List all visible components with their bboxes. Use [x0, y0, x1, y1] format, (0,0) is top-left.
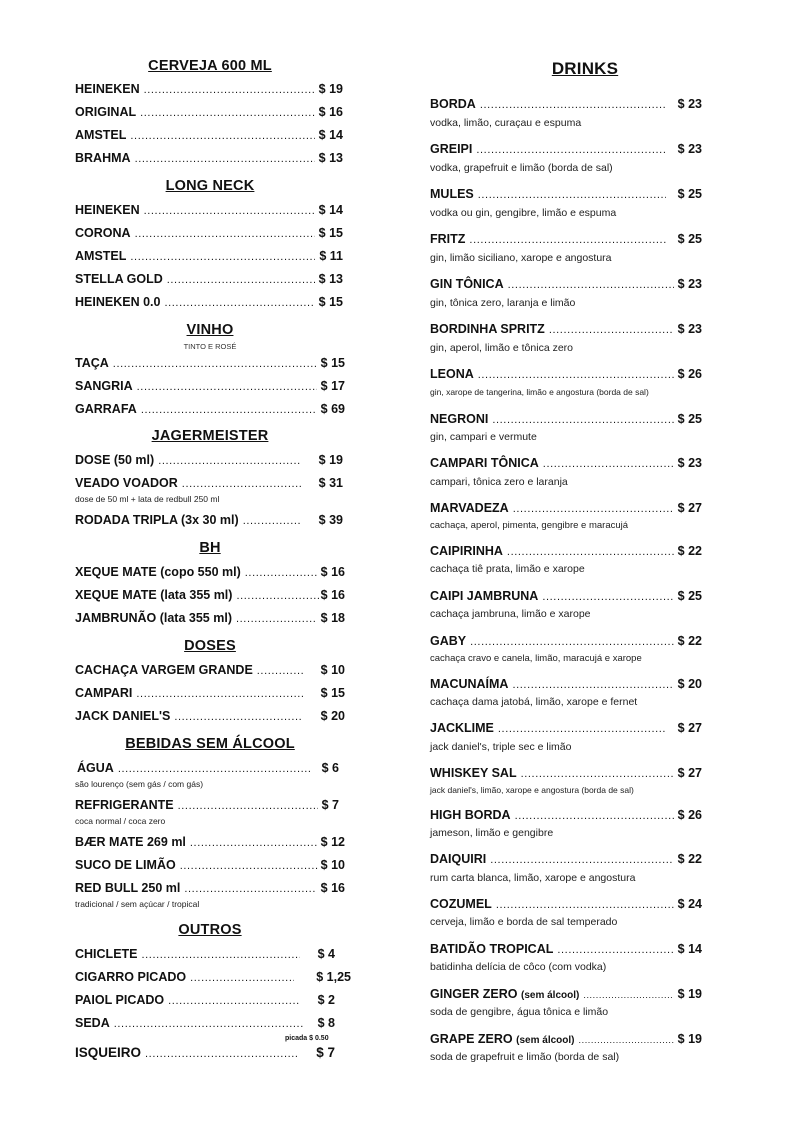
item-name: CAMPARI TÔNICA	[430, 456, 539, 470]
item-price: $ 25	[677, 187, 702, 201]
menu-item	[430, 634, 702, 648]
item-price: $ 20	[677, 677, 702, 691]
menu-item	[75, 686, 345, 700]
section-title-cerveja: CERVEJA 600 ML	[148, 58, 272, 74]
item-price: $ 23	[677, 456, 702, 470]
item-price: $ 14	[318, 203, 343, 217]
item-name: COZUMEL	[430, 897, 492, 911]
item-name: BORDA	[430, 97, 476, 111]
item-price: $ 12	[320, 835, 345, 849]
item-price: $ 10	[320, 858, 345, 872]
menu-item	[75, 105, 343, 119]
item-description: jameson, limão e gengibre	[430, 827, 554, 839]
dot-leader	[542, 591, 673, 603]
dot-leader	[583, 990, 673, 1000]
item-name	[430, 987, 579, 1001]
item-description: campari, tônica zero e laranja	[430, 476, 568, 488]
dot-leader	[135, 228, 315, 240]
item-name-main: GINGER ZERO	[430, 987, 518, 1001]
dot-leader	[496, 899, 674, 911]
item-price: $ 14	[677, 942, 702, 956]
item-name: LEONA	[430, 367, 474, 381]
item-price: $ 7	[321, 798, 339, 812]
item-name: RED BULL 250 ml	[75, 881, 181, 895]
item-price: $ 4	[317, 947, 335, 961]
item-name: DOSE (50 ml)	[75, 453, 155, 467]
item-price: $ 23	[677, 142, 702, 156]
section-title-jagermeister: JAGERMEISTER	[151, 428, 269, 444]
item-name-suffix: (sem álcool)	[516, 1035, 575, 1046]
dot-leader	[579, 1035, 674, 1045]
menu-item	[430, 142, 702, 156]
item-name: MULES	[430, 187, 474, 201]
menu-item	[75, 476, 343, 490]
item-price: $ 15	[320, 686, 345, 700]
dot-leader	[182, 478, 301, 490]
menu-item	[430, 187, 702, 201]
dot-leader	[180, 860, 319, 872]
menu-item	[75, 128, 343, 142]
dot-leader	[174, 711, 302, 723]
dot-leader	[158, 455, 300, 467]
item-price: $ 1,25	[316, 970, 351, 984]
item-description: cachaça, aperol, pimenta, gengibre e maracujá	[430, 520, 629, 531]
dot-leader	[236, 590, 320, 602]
item-price: $ 14	[318, 128, 343, 142]
item-price: $ 25	[677, 412, 702, 426]
item-price: $ 23	[677, 277, 702, 291]
dot-leader	[476, 144, 665, 156]
item-name: GARRAFA	[75, 402, 137, 416]
menu-item	[430, 322, 702, 336]
item-price: $ 69	[320, 402, 345, 416]
item-description: gin, campari e vermute	[430, 431, 537, 443]
menu-item	[75, 709, 345, 723]
item-price: $ 19	[677, 1032, 702, 1046]
item-note: picada $ 0.50	[285, 1035, 329, 1042]
item-name: BRAHMA	[75, 151, 131, 165]
item-price: $ 17	[320, 379, 345, 393]
item-description: rum carta blanca, limão, xarope e angostura	[430, 872, 636, 884]
dot-leader	[136, 688, 302, 700]
item-name: GIN TÔNICA	[430, 277, 504, 291]
item-price: $ 16	[320, 565, 345, 579]
item-price: $ 22	[677, 634, 702, 648]
section-title-outros: OUTROS	[178, 922, 242, 938]
menu-item	[75, 970, 351, 984]
item-name: SUCO DE LIMÃO	[75, 858, 176, 872]
item-name-suffix: (sem álcool)	[521, 990, 580, 1001]
dot-leader	[512, 679, 673, 691]
item-description: são lourenço (sem gás / com gás)	[75, 779, 204, 789]
menu-item	[75, 453, 343, 467]
item-name: HEINEKEN 0.0	[75, 295, 161, 309]
item-name: BORDINHA SPRITZ	[430, 322, 545, 336]
menu-item	[75, 611, 345, 625]
dot-leader	[498, 723, 666, 735]
menu-item	[430, 766, 702, 780]
dot-leader	[549, 324, 674, 336]
dot-leader	[184, 883, 316, 895]
item-name: BÆR MATE 269 ml	[75, 835, 186, 849]
menu-item	[75, 151, 343, 165]
item-price: $ 22	[677, 852, 702, 866]
item-name: PAIOL PICADO	[75, 993, 165, 1007]
item-price: $ 13	[318, 151, 343, 165]
section-title-doses: DOSES	[184, 638, 236, 654]
item-price: $ 27	[677, 766, 702, 780]
item-name: GABY	[430, 634, 467, 648]
menu-item	[75, 82, 343, 96]
menu-item	[75, 226, 343, 240]
item-price: $ 23	[677, 322, 702, 336]
menu-item	[430, 97, 702, 111]
item-price: $ 8	[317, 1016, 335, 1030]
item-description: soda de gengibre, água tônica e limão	[430, 1006, 609, 1018]
menu-item	[430, 808, 702, 822]
menu-item	[75, 1045, 335, 1060]
menu-item	[430, 544, 702, 558]
item-price: $ 15	[318, 226, 343, 240]
dot-leader	[144, 84, 315, 96]
menu-item	[75, 947, 335, 961]
item-name: ORIGINAL	[75, 105, 137, 119]
item-name: CACHAÇA VARGEM GRANDE	[75, 663, 253, 677]
dot-leader	[490, 854, 673, 866]
item-price: $ 19	[677, 987, 702, 1001]
item-price: $ 23	[677, 97, 702, 111]
item-name: BATIDÃO TROPICAL	[430, 942, 554, 956]
item-price: $ 15	[320, 356, 345, 370]
item-description: cachaça cravo e canela, limão, maracujá e xarope	[430, 653, 642, 664]
menu-item	[75, 356, 345, 370]
item-description: batidinha delícia de côco (com vodka)	[430, 961, 607, 973]
item-name: CAIPIRINHA	[430, 544, 503, 558]
dot-leader	[480, 99, 666, 111]
item-name: JACKLIME	[430, 721, 494, 735]
item-name: CIGARRO PICADO	[75, 970, 187, 984]
item-description: gin, xarope de tangerina, limão e angostura (borda de sal)	[430, 387, 649, 397]
item-name: SANGRIA	[75, 379, 133, 393]
menu-item	[430, 677, 702, 691]
menu-item	[75, 798, 339, 812]
menu-item	[75, 379, 345, 393]
item-name: REFRIGERANTE	[75, 798, 174, 812]
item-name: GREIPI	[430, 142, 473, 156]
menu-item	[430, 277, 702, 291]
item-name: DAIQUIRI	[430, 852, 487, 866]
menu-item	[430, 412, 702, 426]
section-subtitle-vinho: TINTO E ROSÉ	[183, 342, 237, 351]
dot-leader	[521, 768, 674, 780]
menu-item	[75, 295, 343, 309]
item-name: AMSTEL	[75, 249, 127, 263]
item-description: gin, aperol, limão e tônica zero	[430, 342, 573, 354]
dot-leader	[113, 358, 317, 370]
menu-item	[75, 993, 335, 1007]
item-name: FRITZ	[430, 232, 466, 246]
item-price: $ 24	[677, 897, 702, 911]
item-price: $ 11	[319, 249, 343, 263]
item-name: SEDA	[75, 1016, 110, 1030]
item-price: $ 7	[316, 1045, 335, 1060]
item-name: CORONA	[75, 226, 131, 240]
item-price: $ 16	[320, 588, 345, 602]
item-price: $ 6	[321, 761, 339, 775]
menu-item	[430, 942, 702, 956]
menu-item	[430, 852, 702, 866]
item-description: cachaça dama jatobá, limão, xarope e fernet	[430, 696, 638, 708]
item-price: $ 20	[320, 709, 345, 723]
item-description: vodka ou gin, gengibre, limão e espuma	[430, 207, 617, 219]
menu-item	[430, 456, 702, 470]
item-name: XEQUE MATE (lata 355 ml)	[75, 588, 233, 602]
dot-leader	[515, 810, 674, 822]
dot-leader	[137, 381, 317, 393]
menu-item	[430, 589, 702, 603]
item-price: $ 2	[317, 993, 335, 1007]
item-description: vodka, limão, curaçau e espuma	[430, 117, 582, 129]
dot-leader	[130, 251, 315, 263]
dot-leader	[142, 949, 300, 961]
item-name: TAÇA	[75, 356, 109, 370]
item-name: AMSTEL	[75, 128, 127, 142]
dot-leader	[168, 995, 299, 1007]
item-price: $ 26	[677, 808, 702, 822]
dot-leader	[543, 458, 674, 470]
menu-item	[430, 1032, 702, 1046]
item-price: $ 16	[320, 881, 345, 895]
item-name: CAMPARI	[75, 686, 133, 700]
menu-item	[75, 402, 345, 416]
menu-item	[430, 501, 702, 515]
item-price: $ 39	[318, 513, 343, 527]
menu-item	[75, 588, 345, 602]
item-price: $ 16	[318, 105, 343, 119]
item-description: gin, tônica zero, laranja e limão	[430, 297, 576, 309]
dot-leader	[141, 404, 317, 416]
dot-leader	[508, 279, 674, 291]
item-description: dose de 50 ml + lata de redbull 250 ml	[75, 494, 220, 504]
item-description: cerveja, limão e borda de sal temperado	[430, 916, 618, 928]
item-name	[430, 1032, 575, 1046]
item-description: jack daniel's, limão, xarope e angostura (borda de sal)	[430, 785, 634, 795]
item-name: HEINEKEN	[75, 203, 140, 217]
dot-leader	[478, 189, 666, 201]
item-description: cachaça tiê prata, limão e xarope	[430, 563, 585, 575]
dot-leader	[130, 130, 314, 142]
dot-leader	[145, 1048, 298, 1060]
item-name: MACUNAÍMA	[430, 677, 509, 691]
section-title-drinks: DRINKS	[551, 59, 619, 78]
dot-leader	[257, 665, 303, 677]
item-name: JAMBRUNÃO (lata 355 ml)	[75, 611, 232, 625]
dot-leader	[507, 546, 674, 558]
dot-leader	[118, 763, 310, 775]
menu-item	[430, 987, 702, 1001]
item-price: $ 19	[318, 453, 343, 467]
item-description: soda de grapefruit e limão (borda de sal)	[430, 1051, 620, 1063]
menu-item	[430, 897, 702, 911]
item-description: vodka, grapefruit e limão (borda de sal)	[430, 162, 613, 174]
item-name: HIGH BORDA	[430, 808, 511, 822]
dot-leader	[236, 613, 317, 625]
dot-leader	[164, 297, 314, 309]
menu-item	[75, 272, 343, 286]
item-name: JACK DANIEL'S	[75, 709, 171, 723]
item-price: $ 31	[318, 476, 343, 490]
dot-leader	[557, 944, 673, 956]
item-name: VEADO VOADOR	[75, 476, 178, 490]
section-title-vinho: VINHO	[186, 322, 234, 338]
menu-item	[430, 232, 702, 246]
section-title-sem-alcool: BEBIDAS SEM ÁLCOOL	[125, 736, 295, 752]
dot-leader	[245, 567, 317, 579]
dot-leader	[144, 205, 315, 217]
dot-leader	[190, 972, 294, 984]
dot-leader	[140, 107, 315, 119]
item-name: XEQUE MATE (copo 550 ml)	[75, 565, 241, 579]
item-description: tradicional / sem açúcar / tropical	[75, 899, 200, 909]
dot-leader	[190, 837, 317, 849]
section-title-bh: BH	[199, 540, 221, 556]
item-price: $ 18	[320, 611, 345, 625]
item-description: cachaça jambruna, limão e xarope	[430, 608, 591, 620]
item-price: $ 26	[677, 367, 702, 381]
item-name: NEGRONI	[430, 412, 489, 426]
item-price: $ 27	[677, 721, 702, 735]
menu-item	[77, 761, 339, 775]
item-description: gin, limão siciliano, xarope e angostura	[430, 252, 612, 264]
item-description: coca normal / coca zero	[75, 816, 166, 826]
menu-item	[75, 663, 345, 677]
dot-leader	[470, 636, 674, 648]
item-price: $ 15	[318, 295, 343, 309]
menu-item	[430, 721, 702, 735]
menu-item	[75, 1016, 335, 1030]
item-name: ÁGUA	[77, 761, 114, 775]
item-price: $ 19	[318, 82, 343, 96]
dot-leader	[469, 234, 665, 246]
menu-item	[75, 565, 345, 579]
dot-leader	[178, 800, 318, 812]
dot-leader	[114, 1018, 304, 1030]
item-description: jack daniel's, triple sec e limão	[430, 741, 572, 753]
dot-leader	[243, 515, 301, 527]
item-name: WHISKEY SAL	[430, 766, 517, 780]
menu-item	[75, 203, 343, 217]
item-name-main: GRAPE ZERO	[430, 1032, 513, 1046]
item-price: $ 25	[677, 589, 702, 603]
section-title-long-neck: LONG NECK	[165, 178, 255, 194]
item-name: RODADA TRIPLA (3x 30 ml)	[75, 513, 239, 527]
item-name: CAIPI JAMBRUNA	[430, 589, 539, 603]
menu-item	[75, 513, 343, 527]
dot-leader	[135, 153, 315, 165]
item-price: $ 13	[318, 272, 343, 286]
item-price: $ 10	[320, 663, 345, 677]
dot-leader	[513, 503, 674, 515]
item-price: $ 22	[677, 544, 702, 558]
item-price: $ 25	[677, 232, 702, 246]
menu-item	[75, 881, 345, 895]
item-name: ISQUEIRO	[75, 1045, 142, 1060]
menu-item	[430, 367, 702, 381]
item-name: STELLA GOLD	[75, 272, 163, 286]
item-name: HEINEKEN	[75, 82, 140, 96]
item-name: CHICLETE	[75, 947, 138, 961]
menu-item	[75, 835, 345, 849]
menu-item	[75, 249, 343, 263]
dot-leader	[492, 414, 673, 426]
dot-leader	[167, 274, 315, 286]
dot-leader	[478, 369, 674, 381]
menu-item	[75, 858, 345, 872]
item-price: $ 27	[677, 501, 702, 515]
item-name: MARVADEZA	[430, 501, 509, 515]
